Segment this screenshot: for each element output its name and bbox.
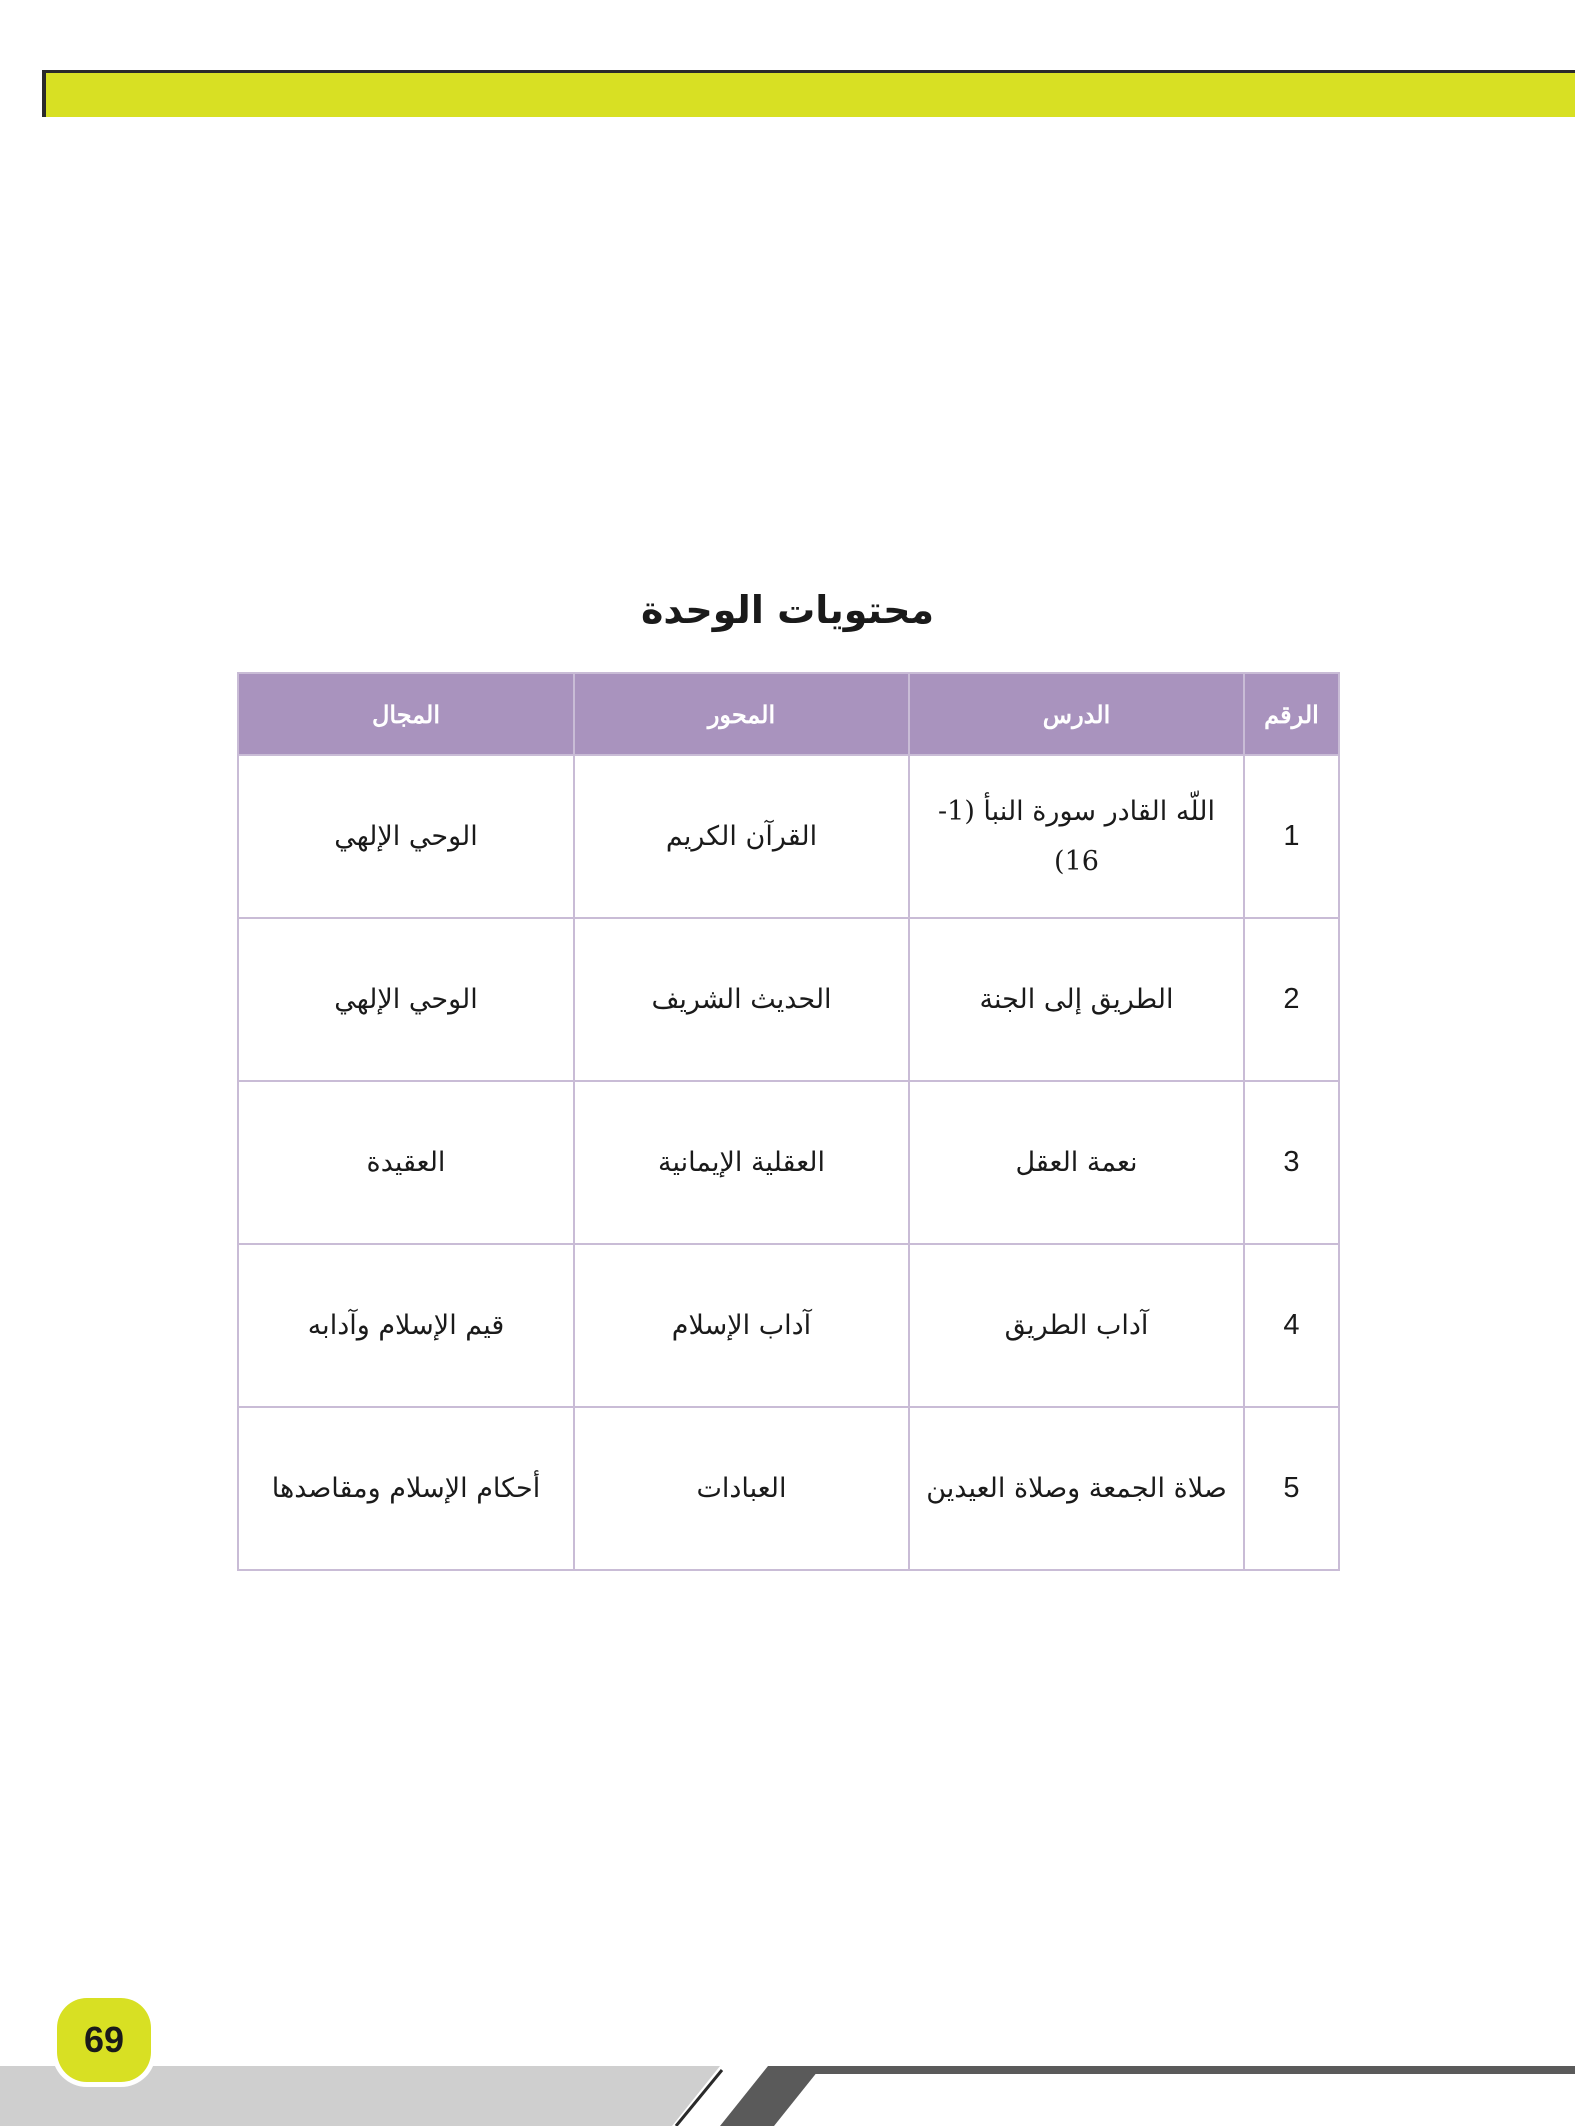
row-axis: الحديث الشريف xyxy=(574,918,909,1081)
row-axis: القرآن الكريم xyxy=(574,755,909,918)
bottom-decorative-band xyxy=(0,2066,1575,2126)
row-lesson: الطريق إلى الجنة xyxy=(909,918,1244,1081)
row-number: 1 xyxy=(1244,755,1339,918)
row-field: الوحي الإلهي xyxy=(238,755,574,918)
header-lesson: الدرس xyxy=(909,673,1244,755)
header-axis: المحور xyxy=(574,673,909,755)
top-accent-bar xyxy=(42,70,1575,117)
header-number: الرقم xyxy=(1244,673,1339,755)
table-header-row xyxy=(238,673,1339,755)
row-axis: العبادات xyxy=(574,1407,909,1570)
row-axis: العقلية الإيمانية xyxy=(574,1081,909,1244)
unit-contents-table xyxy=(237,672,1340,1571)
table-row xyxy=(238,1244,1339,1407)
bottom-dark-slash xyxy=(720,2066,822,2126)
bottom-dark-line xyxy=(810,2066,1575,2074)
row-number: 3 xyxy=(1244,1081,1339,1244)
table-row xyxy=(238,1407,1339,1570)
row-lesson: آداب الطريق xyxy=(909,1244,1244,1407)
page-title: محتويات الوحدة xyxy=(640,588,935,632)
row-axis: آداب الإسلام xyxy=(574,1244,909,1407)
table-row xyxy=(238,918,1339,1081)
row-field: قيم الإسلام وآدابه xyxy=(238,1244,574,1407)
row-number: 4 xyxy=(1244,1244,1339,1407)
row-lesson: اللّه القادر سورة النبأ (1-16) xyxy=(909,755,1244,918)
header-field: المجال xyxy=(238,673,574,755)
table-row xyxy=(238,1081,1339,1244)
row-field: الوحي الإلهي xyxy=(238,918,574,1081)
table-row xyxy=(238,755,1339,918)
row-field: العقيدة xyxy=(238,1081,574,1244)
row-lesson: صلاة الجمعة وصلاة العيدين xyxy=(909,1407,1244,1570)
row-number: 2 xyxy=(1244,918,1339,1081)
page-number-badge: 69 xyxy=(57,1998,151,2082)
row-field: أحكام الإسلام ومقاصدها xyxy=(238,1407,574,1570)
row-lesson: نعمة العقل xyxy=(909,1081,1244,1244)
row-number: 5 xyxy=(1244,1407,1339,1570)
